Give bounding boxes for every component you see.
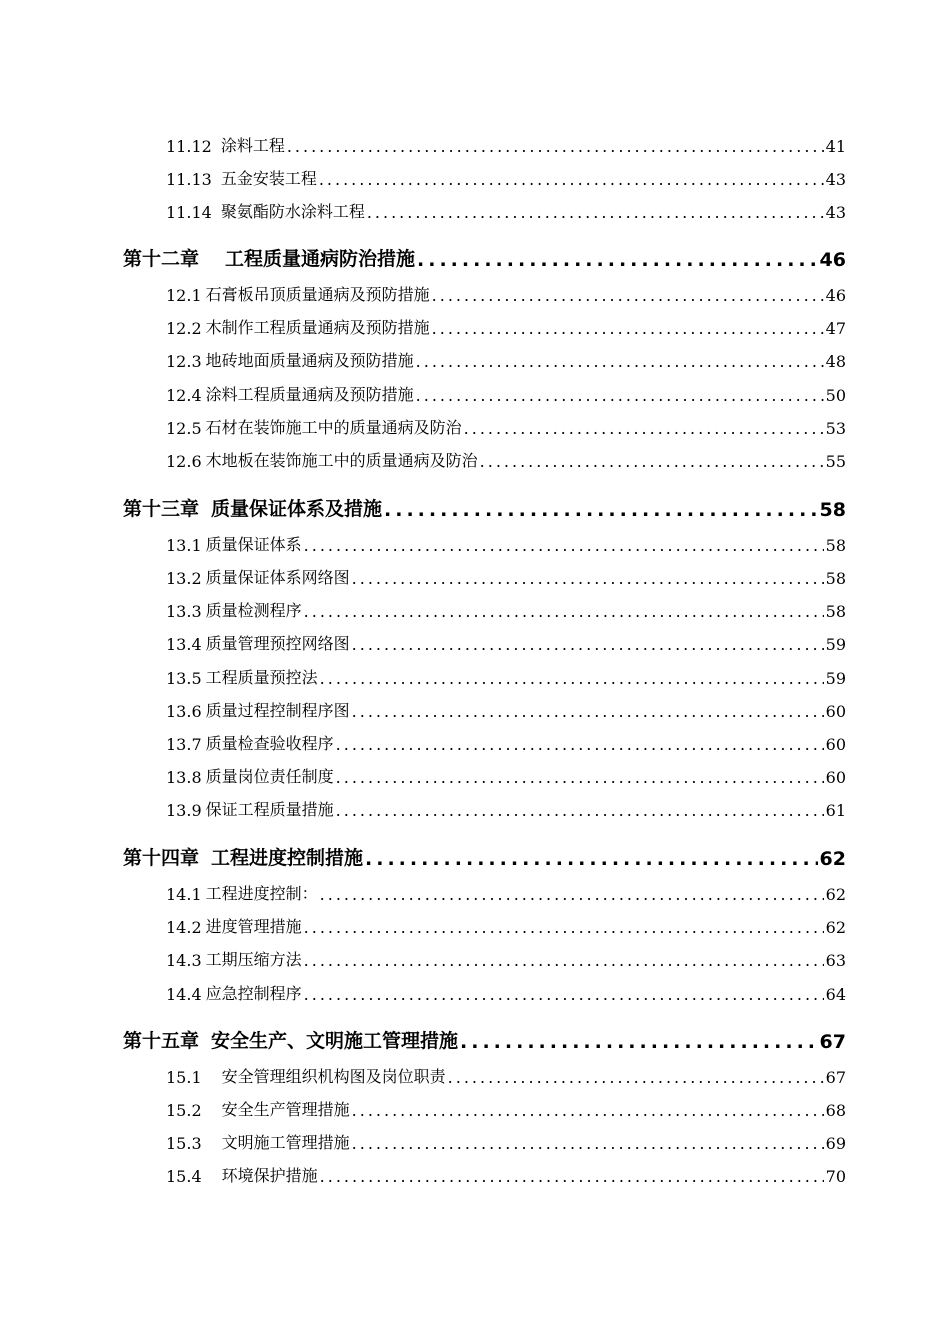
toc-entry-number: 13.5	[166, 669, 202, 688]
toc-dot-leader	[320, 885, 824, 904]
toc-entry-page-number: 68	[825, 1101, 846, 1120]
toc-entry-number: 13.8	[166, 768, 202, 787]
toc-dot-leader	[319, 170, 824, 189]
toc-entry-title: 五金安装工程	[220, 169, 317, 188]
toc-section-entry[interactable]	[166, 314, 846, 338]
toc-section-entry[interactable]	[166, 531, 846, 555]
toc-chapter-entry[interactable]	[123, 243, 846, 271]
toc-entry-page-number: 62	[825, 885, 846, 904]
toc-section-entry[interactable]	[166, 697, 846, 721]
toc-dot-leader	[336, 768, 824, 787]
toc-dot-leader	[432, 286, 824, 305]
toc-dot-leader	[320, 1167, 824, 1186]
toc-dot-leader	[417, 249, 818, 271]
toc-dot-leader	[352, 1134, 824, 1153]
toc-section-entry[interactable]	[166, 946, 846, 970]
toc-entry-page-number: 67	[825, 1068, 846, 1087]
toc-entry-number: 14.1	[166, 885, 202, 904]
toc-dot-leader	[367, 203, 824, 222]
toc-entry-page-number: 47	[825, 319, 846, 338]
toc-dot-leader	[416, 386, 824, 405]
toc-entry-page-number: 58	[819, 499, 846, 521]
toc-entry-number: 13.1	[166, 536, 202, 555]
toc-entry-number: 13.3	[166, 602, 202, 621]
toc-section-entry[interactable]	[166, 1129, 846, 1153]
toc-section-entry[interactable]	[166, 198, 846, 222]
toc-entry-number: 14.4	[166, 985, 202, 1004]
toc-dot-leader	[352, 702, 824, 721]
toc-dot-leader	[304, 536, 824, 555]
toc-dot-leader	[448, 1068, 824, 1087]
toc-dot-leader	[416, 352, 824, 371]
toc-section-entry[interactable]	[166, 880, 846, 904]
toc-section-entry[interactable]	[166, 980, 846, 1004]
toc-entry-number: 第十三章	[123, 498, 200, 520]
toc-entry-page-number: 60	[825, 702, 846, 721]
toc-section-entry[interactable]	[166, 564, 846, 588]
toc-entry-title: 石膏板吊顶质量通病及预防措施	[205, 285, 430, 304]
toc-dot-leader	[352, 635, 824, 654]
toc-section-entry[interactable]	[166, 597, 846, 621]
toc-entry-number: 12.2	[166, 319, 202, 338]
toc-entry-number: 11.13	[166, 170, 212, 189]
toc-entry-page-number: 46	[819, 249, 846, 271]
toc-entry-page-number: 61	[825, 801, 846, 820]
toc-entry-number: 12.3	[166, 352, 202, 371]
toc-section-entry[interactable]	[166, 347, 846, 371]
toc-entry-page-number: 63	[825, 951, 846, 970]
toc-entry-title: 涂料工程	[220, 136, 285, 155]
toc-section-entry[interactable]	[166, 414, 846, 438]
toc-entry-number: 第十五章	[123, 1030, 200, 1052]
toc-entry-number: 12.6	[166, 452, 202, 471]
toc-entry-number: 13.9	[166, 801, 202, 820]
toc-entry-page-number: 59	[825, 635, 846, 654]
toc-entry-page-number: 58	[825, 602, 846, 621]
toc-entry-number: 12.1	[166, 286, 202, 305]
toc-entry-title: 地砖地面质量通病及预防措施	[205, 351, 414, 370]
toc-entry-page-number: 58	[825, 536, 846, 555]
toc-section-entry[interactable]	[166, 381, 846, 405]
toc-section-entry[interactable]	[166, 664, 846, 688]
toc-entry-number: 15.3	[166, 1134, 202, 1153]
toc-dot-leader	[304, 602, 824, 621]
toc-section-entry[interactable]	[166, 630, 846, 654]
toc-section-entry[interactable]	[166, 730, 846, 754]
toc-entry-title: 质量管理预控网络图	[205, 634, 350, 653]
toc-entry-page-number: 62	[819, 848, 846, 870]
toc-section-entry[interactable]	[166, 1162, 846, 1186]
toc-chapter-entry[interactable]	[123, 493, 846, 521]
toc-dot-leader	[304, 951, 824, 970]
toc-entry-number: 14.3	[166, 951, 202, 970]
toc-entry-title: 工程进度控制措施	[211, 847, 364, 869]
toc-entry-page-number: 60	[825, 735, 846, 754]
toc-entry-page-number: 69	[825, 1134, 846, 1153]
toc-dot-leader	[480, 452, 824, 471]
toc-entry-title: 环境保护措施	[221, 1166, 318, 1185]
toc-entry-title: 涂料工程质量通病及预防措施	[205, 385, 414, 404]
toc-section-entry[interactable]	[166, 1096, 846, 1120]
toc-entry-page-number: 48	[825, 352, 846, 371]
toc-entry-number: 第十四章	[123, 847, 200, 869]
toc-entry-number: 15.1	[166, 1068, 202, 1087]
toc-dot-leader	[432, 319, 824, 338]
toc-entry-number: 14.2	[166, 918, 202, 937]
toc-section-entry[interactable]	[166, 1063, 846, 1087]
toc-entry-title: 质量过程控制程序图	[205, 701, 350, 720]
toc-dot-leader	[352, 1101, 824, 1120]
toc-entry-title: 应急控制程序	[205, 984, 302, 1003]
toc-entry-number: 11.12	[166, 137, 212, 156]
toc-entry-title: 工期压缩方法	[205, 950, 302, 969]
toc-entry-title: 木地板在装饰施工中的质量通病及防治	[205, 451, 478, 470]
toc-entry-title: 安全生产、文明施工管理措施	[211, 1030, 459, 1052]
toc-entry-number: 13.7	[166, 735, 202, 754]
toc-entry-title: 工程质量通病防治措施	[225, 248, 416, 270]
toc-entry-title: 质量保证体系及措施	[211, 498, 383, 520]
toc-entry-page-number: 59	[825, 669, 846, 688]
toc-entry-number: 11.14	[166, 203, 212, 222]
toc-dot-leader	[287, 137, 824, 156]
toc-entry-page-number: 50	[825, 386, 846, 405]
toc-entry-number: 13.2	[166, 569, 202, 588]
toc-entry-number: 15.4	[166, 1167, 202, 1186]
toc-entry-page-number: 43	[825, 170, 846, 189]
toc-entry-title: 工程质量预控法	[205, 668, 318, 687]
toc-section-entry[interactable]	[166, 763, 846, 787]
toc-entry-page-number: 53	[825, 419, 846, 438]
toc-entry-title: 质量检查验收程序	[205, 734, 334, 753]
toc-dot-leader	[304, 985, 824, 1004]
toc-entry-page-number: 67	[819, 1031, 846, 1053]
toc-section-entry[interactable]	[166, 165, 846, 189]
toc-entry-page-number: 55	[825, 452, 846, 471]
toc-entry-title: 安全管理组织机构图及岗位职责	[221, 1067, 446, 1086]
toc-entry-title: 工程进度控制：	[205, 884, 318, 903]
toc-entry-number: 15.2	[166, 1101, 202, 1120]
toc-chapter-entry[interactable]	[123, 1025, 846, 1053]
toc-section-entry[interactable]	[166, 913, 846, 937]
toc-entry-title: 石材在装饰施工中的质量通病及防治	[205, 418, 462, 437]
toc-entry-title: 质量岗位责任制度	[205, 767, 334, 786]
toc-section-entry[interactable]	[166, 281, 846, 305]
toc-section-entry[interactable]	[166, 132, 846, 156]
toc-dot-leader	[304, 918, 824, 937]
toc-dot-leader	[336, 801, 824, 820]
toc-entry-title: 质量保证体系网络图	[205, 568, 350, 587]
toc-entry-page-number: 46	[825, 286, 846, 305]
toc-entry-title: 质量检测程序	[205, 601, 302, 620]
toc-entry-page-number: 62	[825, 918, 846, 937]
toc-dot-leader	[384, 499, 818, 521]
toc-chapter-entry[interactable]	[123, 842, 846, 870]
toc-entry-title: 进度管理措施	[205, 917, 302, 936]
toc-entry-page-number: 58	[825, 569, 846, 588]
toc-dot-leader	[365, 848, 818, 870]
toc-entry-page-number: 64	[825, 985, 846, 1004]
toc-entry-title: 保证工程质量措施	[205, 800, 334, 819]
toc-entry-number: 第十二章	[123, 248, 200, 270]
toc-entry-number: 13.4	[166, 635, 202, 654]
toc-section-entry[interactable]	[166, 796, 846, 820]
toc-entry-page-number: 60	[825, 768, 846, 787]
toc-entry-number: 12.4	[166, 386, 202, 405]
toc-entry-number: 12.5	[166, 419, 202, 438]
toc-entry-title: 质量保证体系	[205, 535, 302, 554]
toc-dot-leader	[460, 1031, 818, 1053]
toc-entry-title: 安全生产管理措施	[221, 1100, 350, 1119]
toc-section-entry[interactable]	[166, 447, 846, 471]
toc-dot-leader	[352, 569, 824, 588]
toc-entry-page-number: 41	[825, 137, 846, 156]
toc-dot-leader	[464, 419, 824, 438]
toc-dot-leader	[336, 735, 824, 754]
toc-entry-title: 文明施工管理措施	[221, 1133, 350, 1152]
toc-entry-title: 木制作工程质量通病及预防措施	[205, 318, 430, 337]
toc-entry-page-number: 70	[825, 1167, 846, 1186]
toc-dot-leader	[320, 669, 824, 688]
toc-entry-title: 聚氨酯防水涂料工程	[220, 202, 365, 221]
toc-entry-number: 13.6	[166, 702, 202, 721]
toc-entry-page-number: 43	[825, 203, 846, 222]
